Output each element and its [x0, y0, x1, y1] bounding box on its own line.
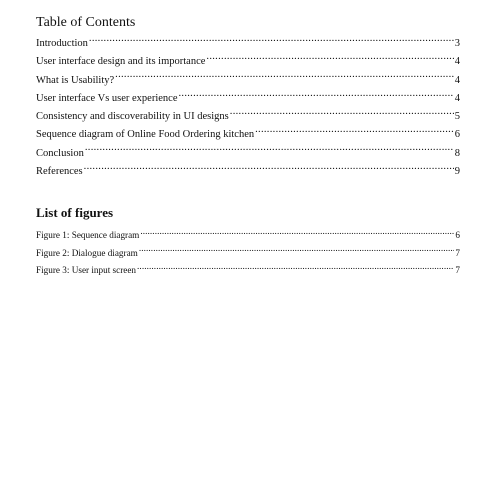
toc-entry-page: 3	[454, 38, 460, 49]
toc-entry-usability[interactable]	[36, 71, 460, 89]
toc-entry-page: 4	[454, 92, 460, 104]
toc-list	[36, 34, 460, 180]
dot-leader	[115, 71, 454, 83]
figure-entry-page: 7	[455, 247, 460, 258]
toc-entry-label: User interface Vs user experience	[36, 92, 178, 104]
toc-entry-label: References	[36, 166, 83, 178]
figures-list	[36, 227, 460, 280]
dot-leader	[85, 144, 454, 156]
toc-entry-page: 6	[454, 129, 460, 141]
dot-leader	[178, 89, 453, 101]
dot-leader	[89, 34, 454, 46]
toc-entry-references[interactable]	[36, 162, 460, 180]
figure-entry-label: Figure 1: Sequence diagram	[36, 230, 140, 241]
dot-leader	[255, 125, 454, 137]
figure-entry-user-input-screen[interactable]	[36, 262, 460, 280]
toc-entry-label: User interface design and its importance	[36, 56, 206, 68]
dot-leader	[140, 228, 454, 238]
toc-entry-introduction[interactable]	[36, 34, 460, 52]
toc-entry-label: What is Usability?	[36, 74, 115, 86]
dot-leader	[206, 52, 453, 64]
toc-entry-conclusion[interactable]	[36, 144, 460, 162]
toc-entry-page: 4	[454, 74, 460, 86]
figure-entry-page: 6	[455, 230, 460, 241]
toc-entry-page: 8	[454, 147, 460, 159]
toc-entry-page: 9	[454, 166, 460, 178]
toc-entry-label: Conclusion	[36, 147, 84, 159]
figure-entry-page: 7	[455, 265, 460, 276]
toc-entry-ui-design-importance[interactable]	[36, 52, 460, 70]
dot-leader	[84, 162, 454, 174]
toc-entry-ui-vs-ux[interactable]	[36, 89, 460, 107]
dot-leader	[139, 246, 455, 256]
toc-entry-page: 4	[454, 56, 460, 68]
toc-entry-sequence-diagram[interactable]	[36, 125, 460, 143]
toc-entry-label: Sequence diagram of Online Food Ordering kitchen	[36, 129, 255, 141]
figure-entry-sequence-diagram[interactable]	[36, 227, 460, 245]
dot-leader	[137, 263, 454, 273]
figure-entry-dialogue-diagram[interactable]	[36, 245, 460, 263]
toc-entry-page: 5	[454, 111, 460, 123]
toc-heading: Table of Contents	[36, 15, 136, 30]
document-page	[36, 14, 460, 280]
toc-entry-label: Consistency and discoverability in UI designs	[36, 111, 229, 123]
dot-leader	[230, 107, 454, 119]
figure-entry-label: Figure 3: User input screen	[36, 265, 137, 276]
toc-entry-consistency[interactable]	[36, 107, 460, 125]
figures-heading: List of figures	[36, 205, 114, 221]
figure-entry-label: Figure 2: Dialogue diagram	[36, 247, 138, 258]
toc-entry-label: Introduction	[36, 38, 88, 49]
